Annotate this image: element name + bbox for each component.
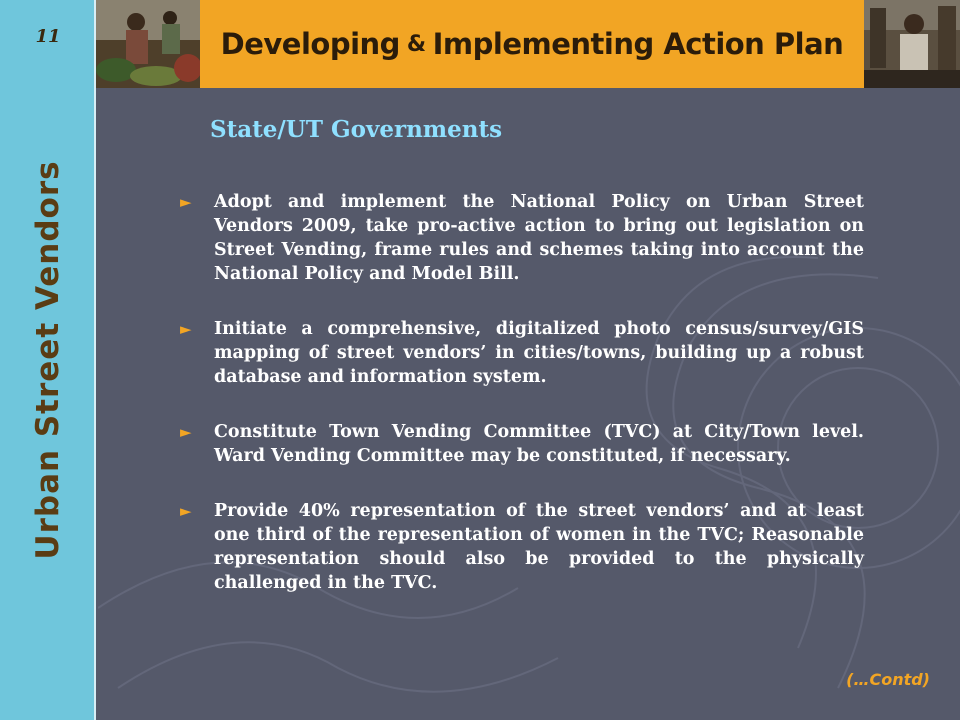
slide-number: 11 bbox=[35, 26, 61, 47]
vertical-side-title: Urban Street Vendors bbox=[30, 160, 66, 560]
slide-title bbox=[200, 0, 864, 88]
header-photo-left bbox=[96, 0, 200, 88]
title-ampersand: & bbox=[406, 31, 426, 57]
bullet-text: Adopt and implement the National Policy on Urban Street Vendors 2009, take pro-active action to bring out legislation on Street Vending, frame rules and schemes taking into account the National Policy and Model Bill. bbox=[214, 192, 864, 284]
sidebar bbox=[0, 0, 96, 720]
arrow-right-icon: ► bbox=[180, 193, 192, 211]
title-part-1: Developing bbox=[220, 27, 400, 61]
bullet-text: Constitute Town Vending Committee (TVC) at City/Town level. Ward Vending Committee may be constituted, if necessary. bbox=[214, 422, 864, 466]
continued-label: (…Contd) bbox=[846, 670, 930, 689]
section-subtitle: State/UT Governments bbox=[210, 116, 503, 143]
list-item bbox=[180, 190, 864, 286]
list-item bbox=[180, 317, 864, 389]
title-bar bbox=[200, 0, 864, 88]
arrow-right-icon: ► bbox=[180, 320, 192, 338]
arrow-right-icon: ► bbox=[180, 423, 192, 441]
bullet-text: Initiate a comprehensive, digitalized photo census/survey/GIS mapping of street vendors’ in cities/towns, building up a robust database and information system. bbox=[214, 319, 864, 387]
bullet-text: Provide 40% representation of the street vendors’ and at least one third of the representation of women in the TVC; Reasonable representation should also be provided to the physically challenged in the TVC. bbox=[214, 501, 864, 593]
title-part-2: Implementing Action Plan bbox=[432, 27, 844, 61]
list-item bbox=[180, 499, 864, 595]
list-item bbox=[180, 420, 864, 468]
arrow-right-icon: ► bbox=[180, 502, 192, 520]
bullet-list bbox=[180, 190, 864, 626]
header-photo-right bbox=[864, 0, 960, 88]
